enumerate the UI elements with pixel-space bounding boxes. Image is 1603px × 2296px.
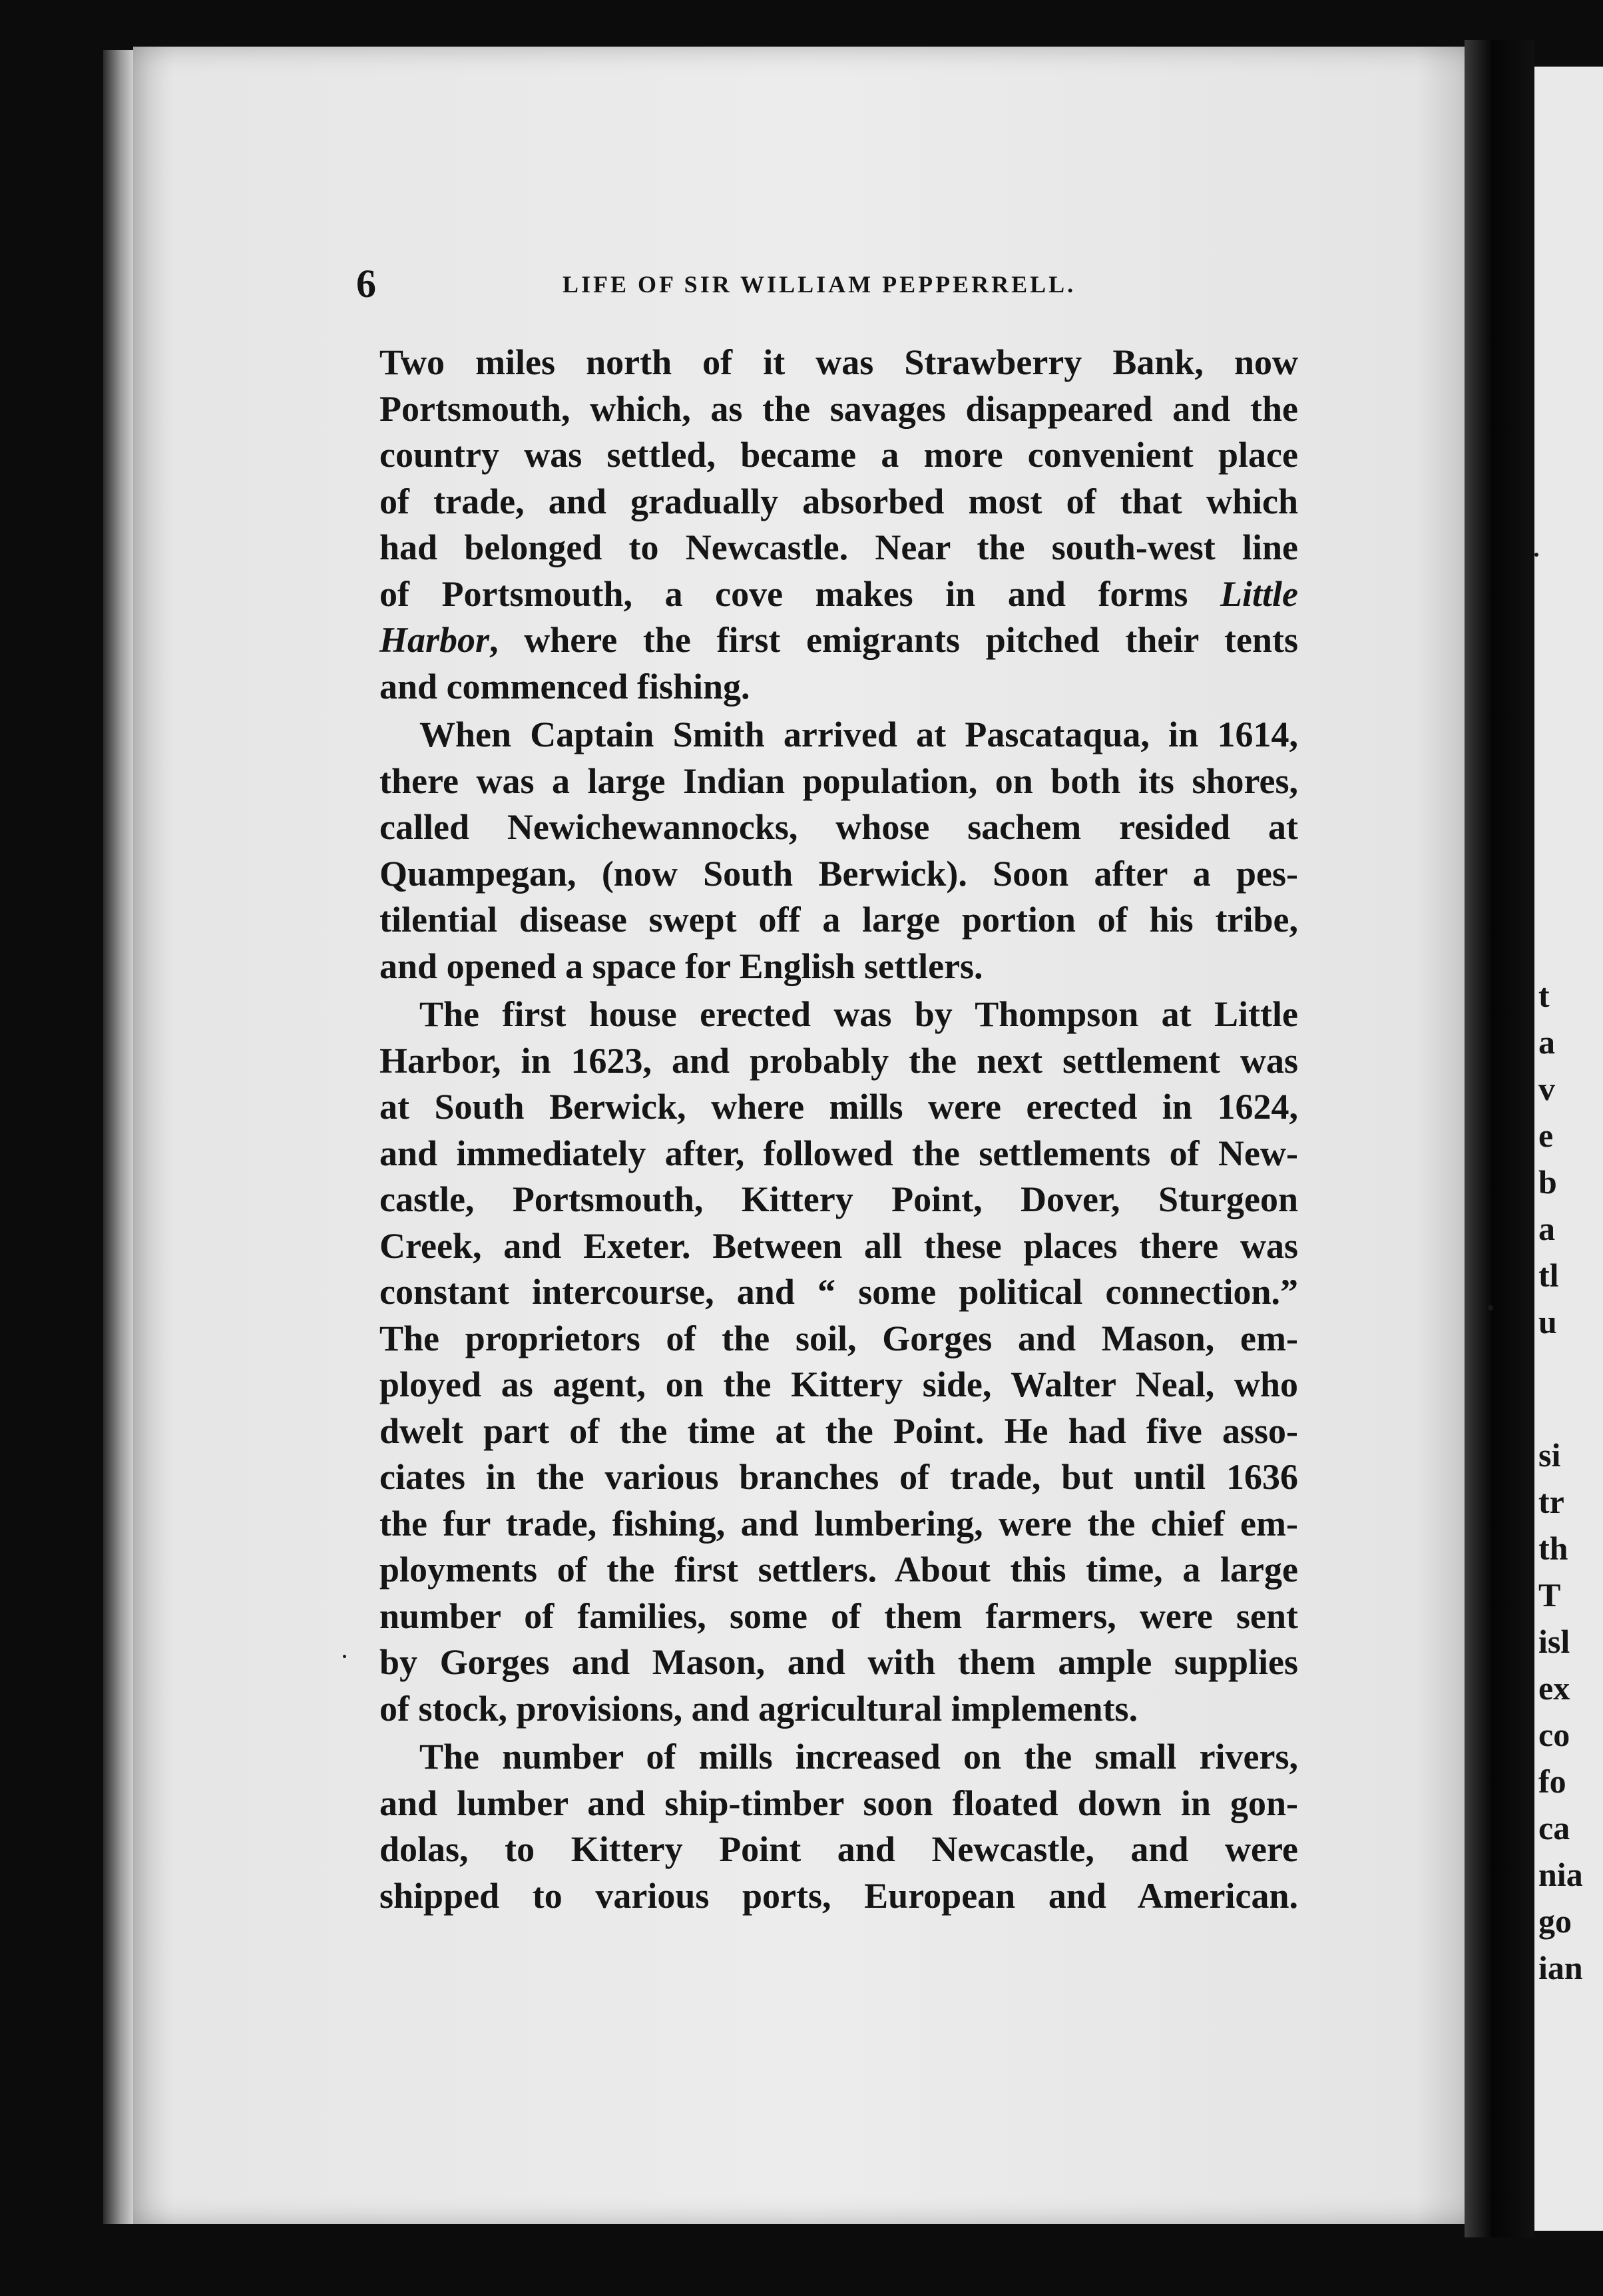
text-line: at South Berwick, where mills were erected in 1624, bbox=[379, 1087, 1298, 1127]
facing-fragment-3: v bbox=[1538, 1070, 1555, 1107]
text-line: country was settled, became a more convenient place bbox=[379, 435, 1298, 475]
text-line: Portsmouth, which, as the savages disappeared and the bbox=[379, 388, 1298, 429]
facing-fragment-6: a bbox=[1538, 1210, 1555, 1247]
text-line: Two miles north of it was Strawberry Bank, now bbox=[379, 342, 1298, 382]
facing-page-fragment bbox=[1534, 67, 1603, 2231]
body-text bbox=[379, 340, 1298, 1919]
text-line-with-italic bbox=[379, 617, 1298, 664]
text-fragment: of Portsmouth, a cove makes in and forms bbox=[379, 573, 1221, 614]
facing-fragment-13: isl bbox=[1538, 1623, 1570, 1660]
text-line: number of families, some of them farmers, were sent bbox=[379, 1595, 1298, 1636]
text-line: dwelt part of the time at the Point. He had five asso- bbox=[379, 1410, 1298, 1451]
facing-fragment-5: b bbox=[1538, 1163, 1557, 1201]
scan-speck bbox=[1534, 553, 1538, 557]
text-line: shipped to various ports, European and American. bbox=[379, 1875, 1298, 1916]
text-line: The proprietors of the soil, Gorges and Mason, em- bbox=[379, 1318, 1298, 1358]
book-gutter bbox=[1465, 40, 1534, 2237]
text-line: castle, Portsmouth, Kittery Point, Dover, Sturgeon bbox=[379, 1179, 1298, 1219]
text-line: dolas, to Kittery Point and Newcastle, and were bbox=[379, 1829, 1298, 1869]
page-number: 6 bbox=[356, 262, 376, 306]
text-line: of stock, provisions, and agricultural implements. bbox=[379, 1688, 1138, 1729]
text-fragment: , where the first emigrants pitched their tents bbox=[489, 620, 1298, 660]
text-line: The number of mills increased on the small rivers, bbox=[419, 1737, 1298, 1777]
facing-fragment-20: ian bbox=[1538, 1949, 1583, 1986]
paragraph-1 bbox=[379, 340, 1298, 710]
text-line: of trade, and gradually absorbed most of that which bbox=[379, 481, 1298, 521]
paragraph-2 bbox=[379, 712, 1298, 990]
paragraph-3 bbox=[379, 992, 1298, 1732]
scan-speck bbox=[343, 1655, 346, 1658]
facing-fragment-1: t bbox=[1538, 977, 1550, 1014]
text-line: had belonged to Newcastle. Near the south-west line bbox=[379, 527, 1298, 567]
text-line: called Newichewannocks, whose sachem resided at bbox=[379, 807, 1298, 847]
text-line: Harbor, in 1623, and probably the next settlement was bbox=[379, 1040, 1298, 1081]
facing-fragment-18: nia bbox=[1538, 1856, 1583, 1893]
facing-fragment-2: a bbox=[1538, 1023, 1555, 1061]
text-line: ployments of the first settlers. About this time, a large bbox=[379, 1550, 1298, 1589]
text-line-with-italic bbox=[379, 571, 1298, 618]
text-line: and immediately after, followed the settlements of New- bbox=[379, 1133, 1298, 1173]
facing-fragment-7: tl bbox=[1538, 1257, 1559, 1294]
text-line: the fur trade, fishing, and lumbering, were the chief em- bbox=[379, 1503, 1298, 1544]
text-line: and commenced fishing. bbox=[379, 666, 750, 707]
facing-fragment-16: fo bbox=[1538, 1763, 1566, 1800]
facing-fragment-9: si bbox=[1538, 1436, 1561, 1474]
facing-fragment-15: co bbox=[1538, 1716, 1570, 1753]
scan-speck bbox=[1488, 1305, 1493, 1310]
facing-fragment-11: th bbox=[1538, 1530, 1568, 1567]
facing-fragment-8: u bbox=[1538, 1303, 1557, 1340]
text-line: by Gorges and Mason, and with them ample supplies bbox=[379, 1642, 1298, 1682]
running-head: LIFE OF SIR WILLIAM PEPPERRELL. bbox=[563, 271, 1076, 298]
text-line: there was a large Indian population, on both its shores, bbox=[379, 760, 1298, 801]
text-line: ployed as agent, on the Kittery side, Walter Neal, who bbox=[379, 1364, 1298, 1404]
facing-fragment-17: ca bbox=[1538, 1809, 1570, 1847]
text-line: and lumber and ship-timber soon floated down in gon- bbox=[379, 1783, 1298, 1823]
text-line: When Captain Smith arrived at Pascataqua, in 1614, bbox=[419, 715, 1298, 754]
text-line: Creek, and Exeter. Between all these places there was bbox=[379, 1225, 1298, 1266]
text-line: Quampegan, (now South Berwick). Soon after a pes- bbox=[379, 853, 1298, 894]
italic-word: Harbor bbox=[379, 620, 490, 660]
italic-word: Little bbox=[1220, 573, 1298, 614]
facing-fragment-4: e bbox=[1538, 1117, 1554, 1154]
page-edge-left bbox=[103, 50, 133, 2224]
text-line: The first house erected was by Thompson at Little bbox=[419, 994, 1298, 1034]
facing-fragment-12: T bbox=[1538, 1576, 1561, 1613]
text-line: constant intercourse, and “ some political connection.” bbox=[379, 1272, 1298, 1312]
text-line: tilential disease swept off a large portion of his tribe, bbox=[379, 900, 1298, 940]
paragraph-4 bbox=[379, 1734, 1298, 1919]
text-line: ciates in the various branches of trade, but until 1636 bbox=[379, 1457, 1298, 1497]
facing-fragment-19: go bbox=[1538, 1902, 1572, 1940]
facing-fragment-14: ex bbox=[1538, 1669, 1570, 1707]
text-line: and opened a space for English settlers. bbox=[379, 946, 983, 986]
facing-fragment-10: tr bbox=[1538, 1483, 1564, 1520]
